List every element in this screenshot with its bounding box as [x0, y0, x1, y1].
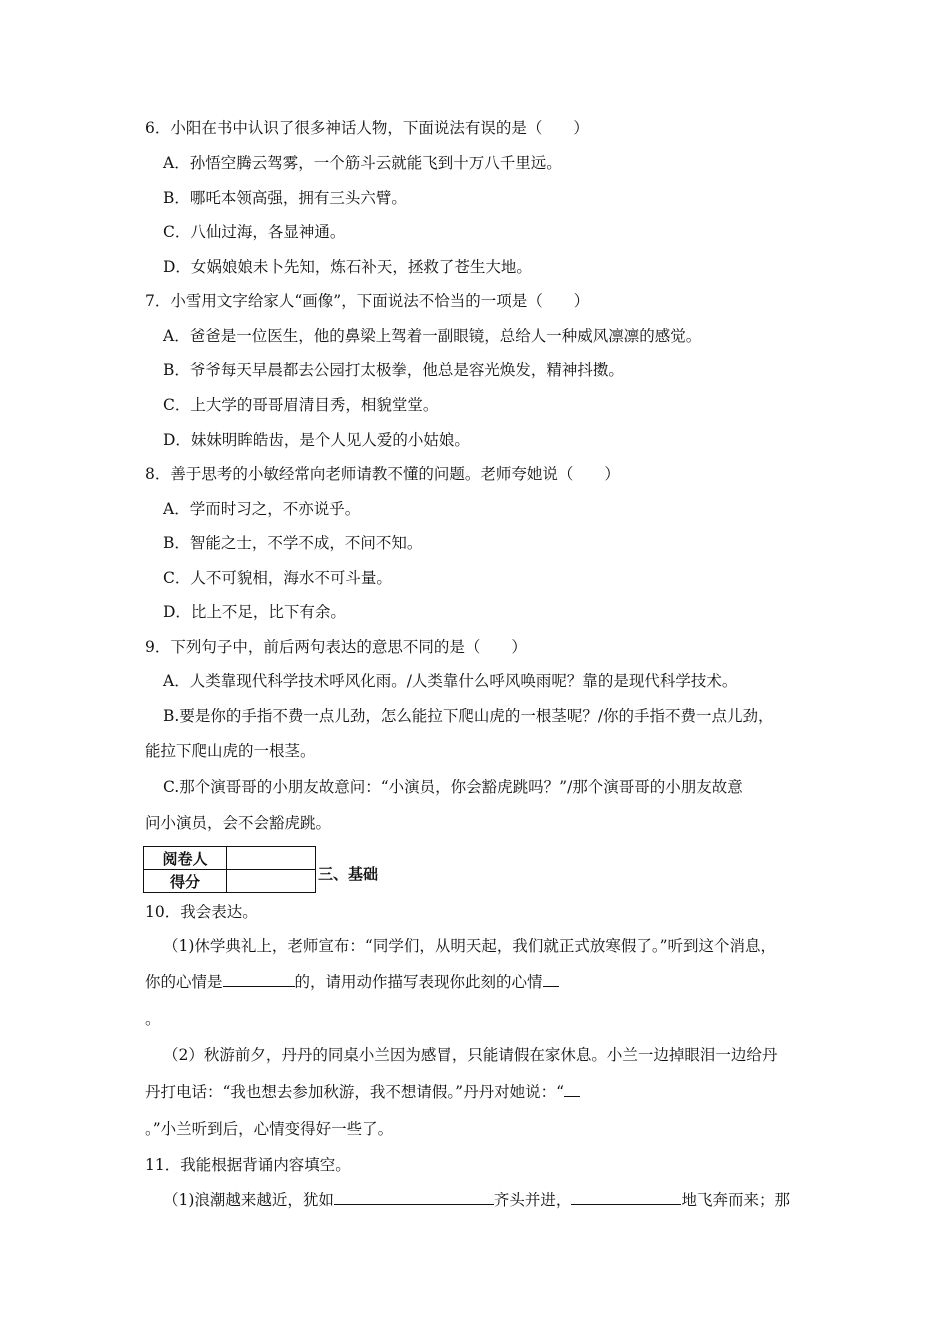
question-9-stem: 9．下列句子中，前后两句表达的意思不同的是（ ） — [145, 638, 527, 656]
question-6-stem: 6．小阳在书中认识了很多神话人物，下面说法有误的是（ ） — [145, 119, 589, 137]
question-9-option-c: C.那个演哥哥的小朋友故意问：“小演员，你会豁虎跳吗？”/那个演哥哥的小朋友故意 — [163, 778, 743, 796]
question-9-option-b-continued: 能拉下爬山虎的一根茎。 — [145, 742, 316, 760]
question-7-option-b: B．爷爷每天早晨都去公园打太极拳，他总是容光焕发，精神抖擞。 — [163, 361, 624, 379]
score-cell — [227, 870, 316, 893]
answer-blank[interactable] — [223, 972, 295, 987]
question-10-part-1: （1)休学典礼上，老师宣布：“同学们，从明天起，我们就正式放寒假了。”听到这个消息， — [163, 937, 777, 955]
question-9-option-a: A．人类靠现代科学技术呼风化雨。/人类靠什么呼风唤雨呢？靠的是现代科学技术。 — [163, 672, 738, 690]
question-10-part-1-line-3: 。 — [145, 1010, 161, 1028]
question-6-option-b: B．哪吒本领高强，拥有三头六臂。 — [163, 189, 407, 207]
q11-text-a: （1)浪潮越来越近，犹如 — [163, 1191, 334, 1209]
question-10-part-1-line-2 — [145, 972, 559, 992]
question-10-part-2-line-3: 。”小兰听到后，心情变得好一些了。 — [145, 1120, 394, 1138]
q11-text-b: 齐头并进， — [493, 1191, 572, 1209]
question-6-option-a: A．孙悟空腾云驾雾，一个筋斗云就能飞到十万八千里远。 — [163, 154, 562, 172]
question-6-option-c: C．八仙过海，各显神通。 — [163, 223, 346, 241]
q10-text-a: 你的心情是 — [145, 973, 223, 991]
question-7-option-c: C．上大学的哥哥眉清目秀，相貌堂堂。 — [163, 396, 439, 414]
question-9-option-c-continued: 问小演员，会不会豁虎跳。 — [145, 814, 332, 832]
question-6-option-d: D．女娲娘娘未卜先知，炼石补天，拯救了苍生大地。 — [163, 258, 532, 276]
question-8-option-d: D．比上不足，比下有余。 — [163, 603, 346, 621]
question-11-part-1 — [163, 1190, 790, 1210]
section-title: 三、基础 — [318, 865, 379, 883]
q11-text-c: 地飞奔而来；那 — [681, 1191, 790, 1209]
question-8-option-b: B．智能之士，不学不成，不问不知。 — [163, 534, 423, 552]
score-table — [143, 846, 316, 893]
question-8-stem: 8．善于思考的小敏经常向老师请教不懂的问题。老师夸她说（ ） — [145, 465, 620, 483]
question-11-stem: 11．我能根据背诵内容填空。 — [145, 1156, 351, 1174]
score-label: 得分 — [144, 870, 227, 893]
q10-p2-text: 丹打电话：“我也想去参加秋游，我不想请假。”丹丹对她说：“ — [145, 1083, 565, 1101]
question-7-option-d: D．妹妹明眸皓齿，是个人见人爱的小姑娘。 — [163, 431, 470, 449]
q10-text-b: 的，请用动作描写表现你此刻的心情 — [294, 973, 543, 991]
answer-blank[interactable] — [564, 1082, 580, 1097]
question-10-part-2-line-2 — [145, 1082, 580, 1102]
answer-blank[interactable] — [543, 972, 559, 987]
reviewer-label: 阅卷人 — [144, 847, 227, 870]
question-8-option-a: A．学而时习之，不亦说乎。 — [163, 500, 361, 518]
question-7-option-a: A．爸爸是一位医生，他的鼻梁上驾着一副眼镜，总给人一种威风凛凛的感觉。 — [163, 327, 702, 345]
question-10-stem: 10．我会表达。 — [145, 903, 258, 921]
reviewer-cell — [227, 847, 316, 870]
question-9-option-b: B.要是你的手指不费一点儿劲，怎么能拉下爬山虎的一根茎呢？/你的手指不费一点儿劲， — [163, 707, 774, 725]
answer-blank[interactable] — [334, 1190, 494, 1205]
answer-blank[interactable] — [571, 1190, 681, 1205]
question-8-option-c: C．人不可貌相，海水不可斗量。 — [163, 569, 392, 587]
question-10-part-2: （2）秋游前夕，丹丹的同桌小兰因为感冒，只能请假在家休息。小兰一边掉眼泪一边给丹 — [163, 1046, 778, 1064]
question-7-stem: 7．小雪用文字给家人“画像”，下面说法不恰当的一项是（ ） — [145, 292, 590, 310]
